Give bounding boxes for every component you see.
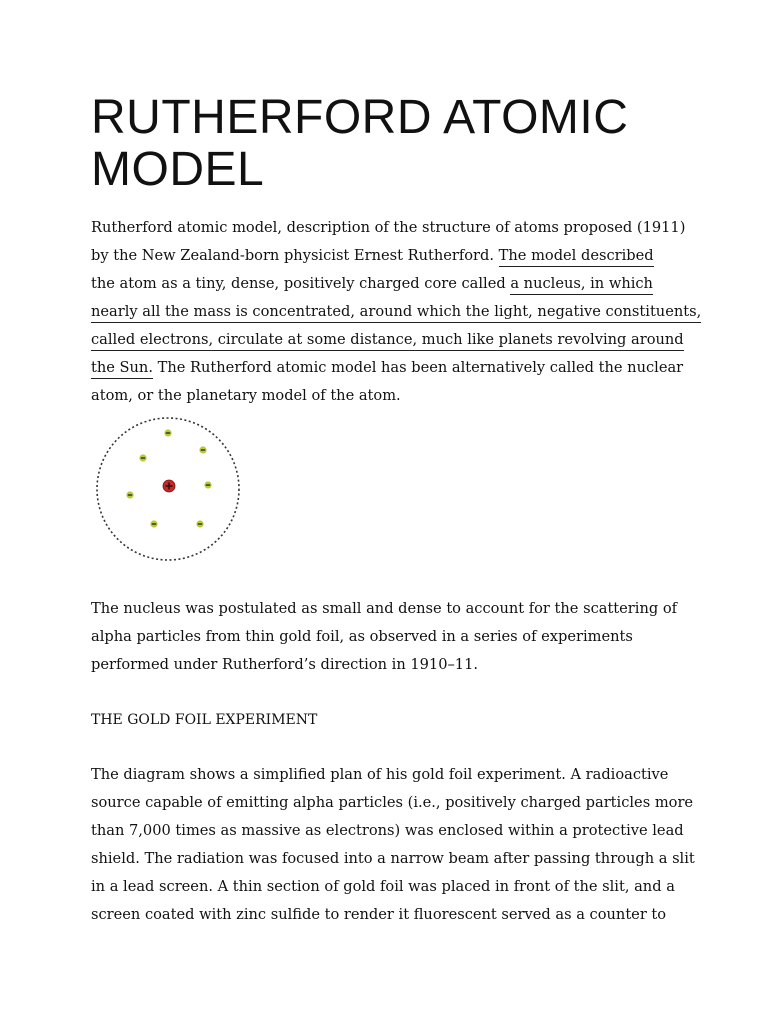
- paragraph-line: in a lead screen. A thin section of gold foil was placed in front of the slit, and a: [91, 878, 675, 895]
- page-title: [91, 92, 711, 196]
- text-run: by the New Zealand-born physicist Ernest Rutherford.: [91, 247, 495, 264]
- electron: [164, 429, 171, 436]
- electron: [199, 446, 206, 453]
- paragraph-line: alpha particles from thin gold foil, as observed in a series of experiments: [91, 628, 633, 645]
- atom-diagram: [95, 410, 245, 570]
- electron: [150, 520, 157, 527]
- electron: [139, 454, 146, 461]
- paragraph-line: than 7,000 times as massive as electrons) was enclosed within a protective lead: [91, 822, 684, 839]
- paragraph-line: [91, 354, 691, 382]
- underlined-text: nearly all the mass is concentrated, around which the light, negative constituents,: [91, 303, 701, 323]
- underlined-text: called electrons, circulate at some distance, much like planets revolving around: [91, 331, 684, 351]
- paragraph-line: screen coated with zinc sulfide to render it fluorescent served as a counter to: [91, 906, 667, 923]
- nucleus: [163, 480, 175, 492]
- paragraph-line: performed under Rutherford’s direction in 1910–11.: [91, 656, 479, 673]
- text-run: the atom as a tiny, dense, positively charged core called: [91, 275, 506, 292]
- paragraph-line: shield. The radiation was focused into a narrow beam after passing through a slit: [91, 850, 695, 867]
- paragraph-line: atom, or the planetary model of the atom.: [91, 387, 401, 404]
- paragraph-line: [91, 270, 691, 298]
- electron: [196, 520, 203, 527]
- electron: [126, 491, 133, 498]
- paragraph-line: [91, 298, 702, 326]
- paragraph-line: The nucleus was postulated as small and dense to account for the scattering of: [91, 600, 678, 617]
- section-heading: THE GOLD FOIL EXPERIMENT: [91, 712, 318, 728]
- underlined-text: The model described: [499, 247, 654, 267]
- electron: [204, 481, 211, 488]
- paragraph-line: [91, 242, 691, 270]
- title-line-2: MODEL: [91, 143, 265, 196]
- paragraph-line: source capable of emitting alpha particles (i.e., positively charged particles more: [91, 794, 694, 811]
- underlined-text: a nucleus, in which: [510, 275, 653, 295]
- title-line-1: RUTHERFORD ATOMIC: [91, 91, 629, 144]
- text-run: The Rutherford atomic model has been alternatively called the nuclear: [157, 359, 684, 376]
- paragraph-line: The diagram shows a simplified plan of his gold foil experiment. A radioactive: [91, 766, 669, 783]
- intro-paragraph: [91, 214, 702, 410]
- underlined-text: the Sun.: [91, 359, 153, 379]
- nucleus-paragraph: [91, 595, 691, 679]
- experiment-paragraph: [91, 761, 695, 929]
- paragraph-line: [91, 326, 691, 354]
- paragraph-line: Rutherford atomic model, description of the structure of atoms proposed (1911): [91, 219, 686, 236]
